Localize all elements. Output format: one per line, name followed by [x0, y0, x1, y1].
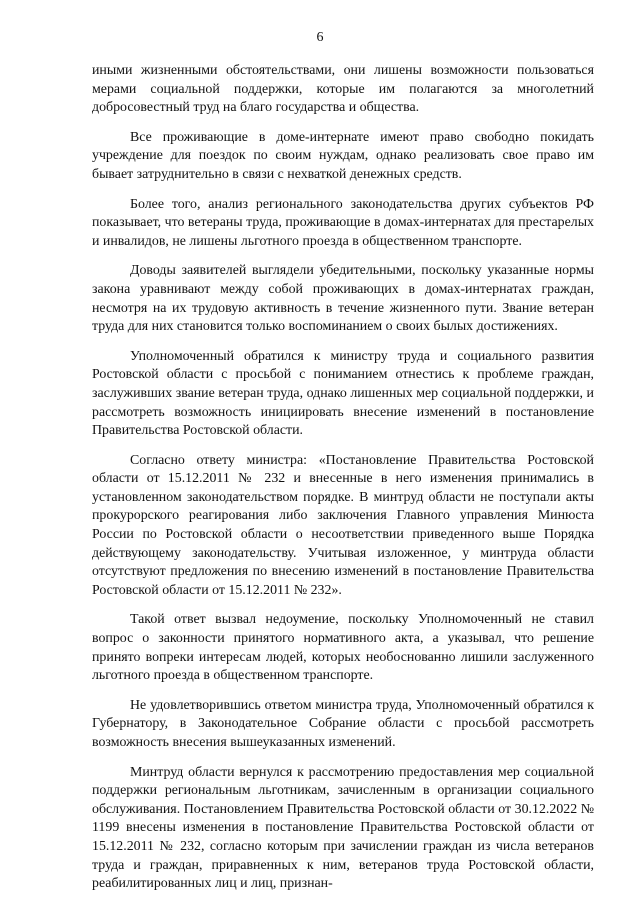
- paragraph-5: Уполномоченный обратился к министру труда и социального развития Ростовской области с просьбой с пониманием отнестись к проблеме граждан, заслуживших звание ветеран труда, однако лишенных мер социальной поддержки, и рассмотреть возможность инициировать внесение изменений в постановление Правительства Ростовской области.: [92, 348, 594, 439]
- paragraph-3: Более того, анализ регионального законодательства других субъектов РФ показывает, что ветераны труда, проживающие в домах-интернатах для престарелых и инвалидов, не лишены льготного проезда в общественном транспорте.: [92, 196, 595, 249]
- paragraph-2: Все проживающие в доме-интернате имеют право свободно покидать учреждение для поездок по своим нуждам, однако реализовать свое право им бывает затруднительно в связи с нехваткой денежных средств.: [92, 129, 594, 182]
- paragraph-1: иными жизненными обстоятельствами, они лишены возможности пользоваться мерами социальной поддержки, которые им полагаются за многолетний добросовестный труд на благо государства и общества.: [92, 63, 594, 116]
- body-text: [92, 62, 594, 894]
- paragraph-9: Минтруд области вернулся к рассмотрению предоставления мер социальной поддержки региональным льготникам, зачисленным в организации социального обслуживания. Постановлением Правительства Ростовской области от 30.12.2022 № 1199 внесены изменения в постановление Правительства Ростовской области от 15.12.2011 № 232, согласно которым при зачислении граждан из числа ветеранов труда и граждан, приравненных к ним, ветеранов труда Ростовской области, реабилитированных лиц и лиц, признан-: [92, 764, 594, 892]
- paragraph-7: Такой ответ вызвал недоумение, поскольку Уполномоченный не ставил вопрос о законности принятого нормативного акта, а указывал, что решение принято вопреки интересам людей, которых необоснованно лишили заслуженного льготного проезда в общественном транспорте.: [92, 612, 594, 684]
- paragraph-8: Не удовлетворившись ответом министра труда, Уполномоченный обратился к Губернатору, в Законодательное Собрание области с просьбой рассмотреть возможность внесения вышеуказанных изменений.: [92, 697, 594, 750]
- page-number: 6: [316, 30, 324, 45]
- paragraph-4: Доводы заявителей выглядели убедительными, поскольку указанные нормы закона уравнивают между собой проживающих в домах-интернатах граждан, несмотря на их трудовую активность в течение жизненного пути. Звание ветеран труда для них становится только воспоминанием о своих былых достижениях.: [92, 263, 594, 335]
- paragraph-6: Согласно ответу министра: «Постановление Правительства Ростовской области от 15.12.2011 № 232 и внесенные в него изменения принимались в установленном законодательством порядке. В минтруд области не поступали акты прокурорского реагирования либо заключения Главного управления Минюста России по Ростовской области о несоответствии приведенного выше Порядка действующему законодательству. Учитывая изложенное, у минтруда области отсутствуют предложения по внесению изменений в постановление Правительства Ростовской области от 15.12.2011 № 232».: [92, 452, 594, 598]
